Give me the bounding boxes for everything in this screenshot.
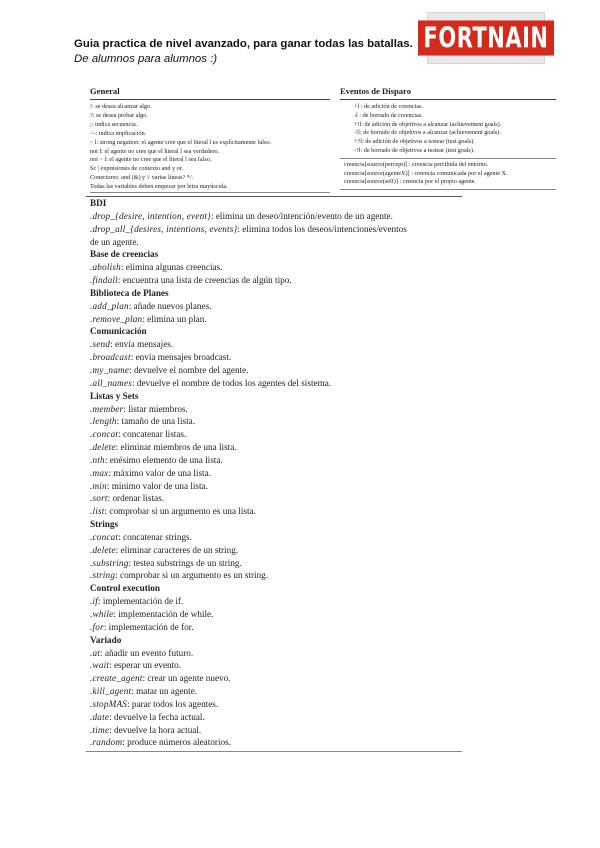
events-section xyxy=(340,86,556,190)
function-name: .at xyxy=(90,647,101,658)
functions-table xyxy=(86,196,462,752)
function-name: .abolish xyxy=(90,262,121,273)
function-name: .delete xyxy=(90,442,116,453)
function-entry xyxy=(90,210,462,223)
function-name: .string xyxy=(90,570,116,581)
events-heading: Eventos de Disparo xyxy=(340,86,411,96)
function-entry xyxy=(90,223,462,236)
function-description: : matar un agente. xyxy=(131,686,198,697)
function-description: : comprobar si un argumento es una lista. xyxy=(104,506,256,517)
general-heading: General xyxy=(90,86,120,96)
function-description: : envía mensajes. xyxy=(110,339,174,350)
function-entry xyxy=(90,261,462,274)
divider xyxy=(86,751,462,752)
section-heading: Listas y Sets xyxy=(90,390,139,401)
function-description: de un agente. xyxy=(90,236,139,247)
function-entry xyxy=(90,621,462,634)
function-name: .substring xyxy=(90,557,129,568)
function-entry xyxy=(90,415,462,428)
function-entry xyxy=(90,274,462,287)
general-list xyxy=(90,100,330,192)
events-source-list xyxy=(340,159,556,189)
function-entry xyxy=(90,685,462,698)
logo-text: FORTNAIN xyxy=(418,20,555,55)
function-description: : devuelve la hora actual. xyxy=(109,724,202,735)
function-name: .create_agent xyxy=(90,673,143,684)
function-name: .if xyxy=(90,596,99,607)
function-name: .my_name xyxy=(90,364,130,375)
section-heading: Control execution xyxy=(90,583,161,594)
function-name: .while xyxy=(90,609,114,619)
general-line: <-: indica implicación. xyxy=(90,129,147,137)
event-line: +l : de adición de creencias. xyxy=(354,103,424,110)
function-description: : implementación de for. xyxy=(103,621,194,632)
function-description: : parar todos los agentes. xyxy=(127,698,219,709)
event-line: -!l: de borrado de objetivos a alcanzar (achievement goals). xyxy=(354,129,501,137)
function-name: .min xyxy=(90,480,107,491)
function-description: : testea substrings de un string. xyxy=(128,557,242,568)
general-section xyxy=(90,86,330,193)
divider xyxy=(340,189,556,190)
function-description: : concatenar listas. xyxy=(118,429,187,440)
function-name: .date xyxy=(90,711,110,722)
event-line: +?l: de adición de objetivos a testear (test goals). xyxy=(354,138,475,146)
function-description: : mínimo valor de una lista. xyxy=(106,480,208,491)
function-entry xyxy=(90,480,462,493)
function-name: .remove_plan xyxy=(90,313,143,324)
function-entry xyxy=(90,467,462,480)
function-entry xyxy=(90,313,462,326)
function-entry xyxy=(90,557,462,570)
general-line: not l: el agente no cree que el literal l sea verdadero. xyxy=(90,147,220,155)
function-entry xyxy=(90,569,462,582)
events-list xyxy=(340,100,556,158)
function-description: : esperar un evento. xyxy=(109,660,182,671)
function-entry xyxy=(90,428,462,441)
general-line: !: se desea alcanzar algo. xyxy=(90,103,152,110)
function-name: .broadcast xyxy=(90,352,131,363)
function-description: : eliminar caracteres de un string. xyxy=(115,544,239,555)
general-line: Todas las variables deben empezar por letra mayúscula. xyxy=(90,183,228,191)
function-entry xyxy=(90,659,462,672)
function-entry xyxy=(90,724,462,737)
event-line: +!l: de adición de objetivos a alcanzar (achievement goals). xyxy=(354,120,502,128)
function-description: : añadir un evento futuro. xyxy=(100,647,194,658)
function-entry xyxy=(90,364,462,377)
general-line: ?: se desea probar algo. xyxy=(90,111,148,119)
function-name: .list xyxy=(90,506,105,517)
function-name: .send xyxy=(90,339,111,350)
function-description: : concatenar strings. xyxy=(118,531,192,542)
page-subtitle: De alumnos para alumnos :) xyxy=(74,53,218,65)
function-description: : máximo valor de una lista. xyxy=(108,467,211,478)
section-heading: Variado xyxy=(90,634,122,645)
function-description: : envía mensajes broadcast. xyxy=(130,352,232,363)
function-entry xyxy=(90,647,462,660)
function-entry xyxy=(90,338,462,351)
page-title: Guia practica de nivel avanzado, para ganar todas las batallas. xyxy=(74,38,413,50)
event-source-line: creencia[source(agenteX)] : creencia comunicada por el agente X. xyxy=(344,169,508,177)
function-name: .drop_all_{desires, intentions, events} xyxy=(90,223,238,234)
function-entry xyxy=(90,544,462,557)
event-source-line: creencia[source(percept)] : creencia percibida del entorno. xyxy=(344,160,489,168)
function-description: : devuelve el nombre del agente. xyxy=(129,364,249,375)
function-name: .max xyxy=(90,467,109,478)
function-entry xyxy=(90,698,462,711)
function-entry xyxy=(90,505,462,518)
general-line: ;: indica secuencia. xyxy=(90,120,138,128)
function-description: : elimina un plan. xyxy=(142,313,207,324)
function-entry xyxy=(90,300,462,313)
function-description: : encuentra una lista de creencias de algún tipo. xyxy=(117,275,292,286)
function-description: : produce números aleatorios. xyxy=(122,737,231,748)
function-entry xyxy=(90,531,462,544)
function-entry xyxy=(90,672,462,685)
functions-list xyxy=(86,197,462,749)
function-entry xyxy=(90,454,462,467)
function-entry xyxy=(90,736,462,749)
section-heading: Base de creencias xyxy=(90,249,159,260)
function-entry xyxy=(90,595,462,608)
general-line: ~ l: strong negation: el agente cree que el literal l es explícitamente falso. xyxy=(90,138,271,146)
function-entry xyxy=(90,492,462,505)
function-name: .member xyxy=(90,403,124,414)
function-name: .stopMAS xyxy=(90,698,128,709)
function-name: .all_names xyxy=(90,377,133,388)
section-heading: Biblioteca de Planes xyxy=(90,287,169,298)
general-line: not ~ l: el agente no cree que el literal l sea falso. xyxy=(90,156,212,164)
function-name: .findall xyxy=(90,275,118,286)
function-name: .length xyxy=(90,416,117,427)
function-description: : implementación de if. xyxy=(98,596,184,607)
divider xyxy=(90,192,330,193)
function-name: .drop_{desire, intention, event} xyxy=(90,210,211,221)
function-name: .time xyxy=(90,724,110,735)
function-description: : enésimo elemento de una lista. xyxy=(104,454,223,465)
general-line: Conectores: and (&) y \/ varias líneas? */. xyxy=(90,174,194,182)
function-description: : listar miembros. xyxy=(123,403,188,414)
function-name: .kill_agent xyxy=(90,686,132,697)
function-name: .sort xyxy=(90,493,108,504)
function-description: : devuelve la fecha actual. xyxy=(109,711,205,722)
function-name: .concat xyxy=(90,531,119,542)
function-name: .concat xyxy=(90,429,119,440)
function-description: : eliminar miembros de una lista. xyxy=(115,442,237,453)
function-name: .for xyxy=(90,621,104,632)
function-description: : ordenar listas. xyxy=(107,493,164,504)
function-description: : comprobar si un argumento es un string. xyxy=(115,570,269,581)
function-description: : tamaño de una lista. xyxy=(116,416,195,427)
function-name: .delete xyxy=(90,544,116,555)
general-line: Sc | expresiones de contexto and y or. xyxy=(90,165,183,173)
function-description: : crear un agente nuevo. xyxy=(142,673,231,684)
logo xyxy=(423,12,549,64)
function-entry xyxy=(90,403,462,416)
function-entry xyxy=(90,351,462,364)
event-source-line: creencia[source(self)] : creencia por el propio agente. xyxy=(344,178,477,186)
function-name: .nth xyxy=(90,454,105,465)
function-name: .random xyxy=(90,737,123,748)
function-entry xyxy=(90,711,462,724)
function-description: : elimina un deseo/intención/evento de un agente. xyxy=(211,210,393,221)
event-line: -?l: de borrado de objetivos a testear (test goals). xyxy=(354,146,475,154)
function-description: : añade nuevos planes. xyxy=(128,300,212,311)
function-description: : elimina algunas creencias. xyxy=(120,262,223,273)
function-entry xyxy=(90,236,462,249)
function-entry xyxy=(90,377,462,390)
function-name: .add_plan xyxy=(90,300,129,311)
section-heading: Strings xyxy=(90,519,119,530)
function-entry xyxy=(90,608,462,621)
section-heading: BDI xyxy=(90,198,107,208)
function-description: : elimina todos los deseos/intenciones/eventos xyxy=(237,223,407,234)
function-description: : devuelve el nombre de todos los agentes del sistema. xyxy=(132,377,332,388)
function-entry xyxy=(90,441,462,454)
function-name: .wait xyxy=(90,660,110,671)
section-heading: Comunicación xyxy=(90,326,147,337)
function-description: : implementación de while. xyxy=(113,609,214,619)
event-line: -l : de borrado de creencias. xyxy=(354,111,423,119)
